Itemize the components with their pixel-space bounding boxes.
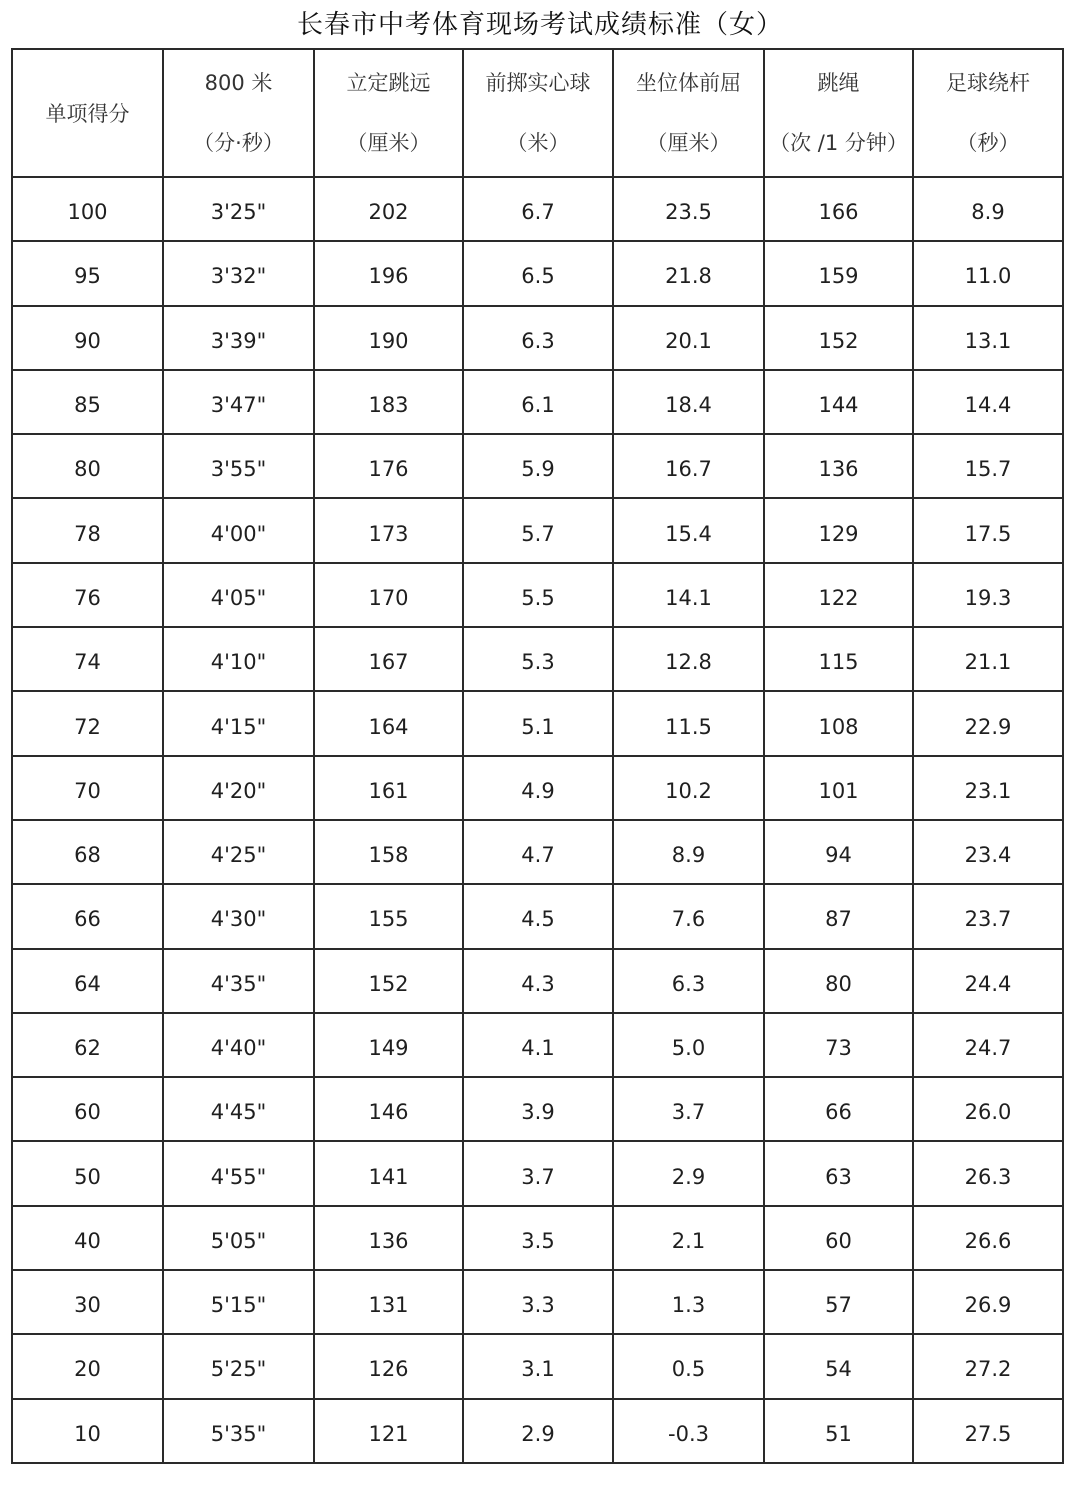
table-header-row — [12, 49, 1063, 177]
cell-sit-and-reach: 0.5 — [613, 1334, 764, 1398]
cell-rope-skipping: 115 — [764, 627, 913, 691]
cell-800m: 4'15" — [163, 691, 314, 755]
cell-football-dribble: 22.9 — [913, 691, 1063, 755]
header-sit-and-reach — [613, 49, 764, 177]
header-800m-name: 800 米 — [204, 71, 273, 95]
cell-medicine-ball: 6.1 — [463, 370, 613, 434]
table-row — [12, 1399, 1063, 1463]
page-title: 长春市中考体育现场考试成绩标准（女） — [296, 10, 783, 40]
cell-rope-skipping: 57 — [764, 1270, 913, 1334]
cell-800m: 4'05" — [163, 563, 314, 627]
cell-sit-and-reach: 12.8 — [613, 627, 764, 691]
cell-800m: 3'32" — [163, 241, 314, 305]
cell-rope-skipping: 80 — [764, 949, 913, 1013]
cell-score: 62 — [12, 1013, 163, 1077]
cell-sit-and-reach: 1.3 — [613, 1270, 764, 1334]
cell-sit-and-reach: 10.2 — [613, 756, 764, 820]
cell-standing-long-jump: 149 — [314, 1013, 463, 1077]
header-medicine-ball — [463, 49, 613, 177]
cell-standing-long-jump: 173 — [314, 498, 463, 562]
cell-standing-long-jump: 183 — [314, 370, 463, 434]
cell-800m: 3'47" — [163, 370, 314, 434]
cell-standing-long-jump: 131 — [314, 1270, 463, 1334]
cell-football-dribble: 23.4 — [913, 820, 1063, 884]
cell-sit-and-reach: 6.3 — [613, 949, 764, 1013]
cell-standing-long-jump: 152 — [314, 949, 463, 1013]
cell-football-dribble: 23.7 — [913, 884, 1063, 948]
cell-score: 90 — [12, 306, 163, 370]
cell-standing-long-jump: 126 — [314, 1334, 463, 1398]
cell-800m: 3'25" — [163, 177, 314, 241]
cell-sit-and-reach: 21.8 — [613, 241, 764, 305]
table-row — [12, 756, 1063, 820]
cell-standing-long-jump: 196 — [314, 241, 463, 305]
cell-score: 20 — [12, 1334, 163, 1398]
cell-score: 72 — [12, 691, 163, 755]
cell-football-dribble: 11.0 — [913, 241, 1063, 305]
cell-800m: 4'00" — [163, 498, 314, 562]
cell-sit-and-reach: 5.0 — [613, 1013, 764, 1077]
cell-rope-skipping: 122 — [764, 563, 913, 627]
cell-rope-skipping: 63 — [764, 1141, 913, 1205]
cell-score: 95 — [12, 241, 163, 305]
header-medicine-ball-name: 前掷实心球 — [485, 71, 591, 95]
cell-medicine-ball: 4.1 — [463, 1013, 613, 1077]
cell-score: 50 — [12, 1141, 163, 1205]
cell-score: 66 — [12, 884, 163, 948]
cell-sit-and-reach: 8.9 — [613, 820, 764, 884]
cell-standing-long-jump: 141 — [314, 1141, 463, 1205]
cell-rope-skipping: 94 — [764, 820, 913, 884]
cell-football-dribble: 27.2 — [913, 1334, 1063, 1398]
cell-medicine-ball: 5.1 — [463, 691, 613, 755]
table-body — [12, 177, 1063, 1463]
cell-standing-long-jump: 146 — [314, 1077, 463, 1141]
cell-football-dribble: 13.1 — [913, 306, 1063, 370]
cell-800m: 4'25" — [163, 820, 314, 884]
cell-medicine-ball: 3.3 — [463, 1270, 613, 1334]
cell-score: 100 — [12, 177, 163, 241]
cell-medicine-ball: 6.7 — [463, 177, 613, 241]
cell-rope-skipping: 159 — [764, 241, 913, 305]
cell-sit-and-reach: 23.5 — [613, 177, 764, 241]
cell-800m: 4'55" — [163, 1141, 314, 1205]
cell-800m: 3'55" — [163, 434, 314, 498]
cell-medicine-ball: 4.3 — [463, 949, 613, 1013]
cell-rope-skipping: 54 — [764, 1334, 913, 1398]
table-row — [12, 306, 1063, 370]
cell-800m: 5'25" — [163, 1334, 314, 1398]
cell-football-dribble: 26.0 — [913, 1077, 1063, 1141]
cell-football-dribble: 15.7 — [913, 434, 1063, 498]
cell-800m: 5'05" — [163, 1206, 314, 1270]
cell-rope-skipping: 108 — [764, 691, 913, 755]
cell-score: 80 — [12, 434, 163, 498]
cell-score: 30 — [12, 1270, 163, 1334]
cell-standing-long-jump: 167 — [314, 627, 463, 691]
cell-800m: 5'35" — [163, 1399, 314, 1463]
cell-sit-and-reach: 2.1 — [613, 1206, 764, 1270]
cell-800m: 4'30" — [163, 884, 314, 948]
cell-rope-skipping: 51 — [764, 1399, 913, 1463]
table-row — [12, 691, 1063, 755]
cell-score: 76 — [12, 563, 163, 627]
cell-medicine-ball: 3.9 — [463, 1077, 613, 1141]
header-rope-skipping-name: 跳绳 — [817, 71, 860, 95]
cell-medicine-ball: 5.7 — [463, 498, 613, 562]
score-standard-table — [11, 48, 1064, 1464]
cell-medicine-ball: 5.9 — [463, 434, 613, 498]
cell-rope-skipping: 166 — [764, 177, 913, 241]
cell-medicine-ball: 3.7 — [463, 1141, 613, 1205]
cell-medicine-ball: 5.3 — [463, 627, 613, 691]
cell-football-dribble: 8.9 — [913, 177, 1063, 241]
cell-medicine-ball: 3.1 — [463, 1334, 613, 1398]
table-row — [12, 884, 1063, 948]
cell-sit-and-reach: 20.1 — [613, 306, 764, 370]
cell-football-dribble: 19.3 — [913, 563, 1063, 627]
cell-800m: 3'39" — [163, 306, 314, 370]
header-standing-long-jump-unit: （厘米） — [346, 131, 431, 155]
cell-medicine-ball: 3.5 — [463, 1206, 613, 1270]
cell-score: 68 — [12, 820, 163, 884]
cell-standing-long-jump: 202 — [314, 177, 463, 241]
cell-medicine-ball: 5.5 — [463, 563, 613, 627]
cell-medicine-ball: 4.7 — [463, 820, 613, 884]
cell-football-dribble: 26.6 — [913, 1206, 1063, 1270]
cell-medicine-ball: 2.9 — [463, 1399, 613, 1463]
table-row — [12, 1206, 1063, 1270]
cell-standing-long-jump: 155 — [314, 884, 463, 948]
cell-rope-skipping: 152 — [764, 306, 913, 370]
cell-football-dribble: 26.3 — [913, 1141, 1063, 1205]
header-medicine-ball-unit: （米） — [506, 131, 570, 155]
cell-football-dribble: 14.4 — [913, 370, 1063, 434]
cell-800m: 4'35" — [163, 949, 314, 1013]
cell-standing-long-jump: 158 — [314, 820, 463, 884]
table-row — [12, 949, 1063, 1013]
table-row — [12, 241, 1063, 305]
cell-sit-and-reach: 18.4 — [613, 370, 764, 434]
table-row — [12, 434, 1063, 498]
header-800m — [163, 49, 314, 177]
table-row — [12, 820, 1063, 884]
cell-medicine-ball: 4.9 — [463, 756, 613, 820]
cell-800m: 4'10" — [163, 627, 314, 691]
cell-score: 60 — [12, 1077, 163, 1141]
cell-standing-long-jump: 164 — [314, 691, 463, 755]
table-row — [12, 563, 1063, 627]
table-row — [12, 1141, 1063, 1205]
cell-rope-skipping: 144 — [764, 370, 913, 434]
cell-football-dribble: 17.5 — [913, 498, 1063, 562]
header-football-dribble-unit: （秒） — [956, 131, 1020, 155]
cell-score: 64 — [12, 949, 163, 1013]
cell-football-dribble: 24.7 — [913, 1013, 1063, 1077]
cell-football-dribble: 24.4 — [913, 949, 1063, 1013]
table-row — [12, 627, 1063, 691]
table-row — [12, 1270, 1063, 1334]
cell-sit-and-reach: 3.7 — [613, 1077, 764, 1141]
cell-800m: 5'15" — [163, 1270, 314, 1334]
header-rope-skipping-unit: （次 /1 分钟） — [769, 131, 908, 155]
cell-rope-skipping: 136 — [764, 434, 913, 498]
table-row — [12, 1334, 1063, 1398]
cell-medicine-ball: 6.3 — [463, 306, 613, 370]
cell-rope-skipping: 60 — [764, 1206, 913, 1270]
table-row — [12, 370, 1063, 434]
cell-football-dribble: 21.1 — [913, 627, 1063, 691]
cell-score: 10 — [12, 1399, 163, 1463]
cell-sit-and-reach: 2.9 — [613, 1141, 764, 1205]
header-football-dribble-name: 足球绕杆 — [946, 71, 1030, 95]
cell-rope-skipping: 129 — [764, 498, 913, 562]
cell-sit-and-reach: 7.6 — [613, 884, 764, 948]
header-standing-long-jump-name: 立定跳远 — [346, 71, 431, 95]
header-rope-skipping — [764, 49, 913, 177]
cell-score: 78 — [12, 498, 163, 562]
table-row — [12, 498, 1063, 562]
cell-sit-and-reach: 16.7 — [613, 434, 764, 498]
table-row — [12, 177, 1063, 241]
cell-medicine-ball: 6.5 — [463, 241, 613, 305]
cell-standing-long-jump: 190 — [314, 306, 463, 370]
cell-score: 40 — [12, 1206, 163, 1270]
cell-sit-and-reach: -0.3 — [613, 1399, 764, 1463]
header-football-dribble — [913, 49, 1063, 177]
cell-football-dribble: 27.5 — [913, 1399, 1063, 1463]
cell-rope-skipping: 66 — [764, 1077, 913, 1141]
cell-rope-skipping: 101 — [764, 756, 913, 820]
cell-standing-long-jump: 121 — [314, 1399, 463, 1463]
cell-football-dribble: 26.9 — [913, 1270, 1063, 1334]
cell-score: 85 — [12, 370, 163, 434]
cell-800m: 4'20" — [163, 756, 314, 820]
cell-standing-long-jump: 170 — [314, 563, 463, 627]
cell-800m: 4'45" — [163, 1077, 314, 1141]
cell-standing-long-jump: 161 — [314, 756, 463, 820]
cell-sit-and-reach: 11.5 — [613, 691, 764, 755]
cell-standing-long-jump: 136 — [314, 1206, 463, 1270]
cell-score: 74 — [12, 627, 163, 691]
cell-rope-skipping: 87 — [764, 884, 913, 948]
header-standing-long-jump — [314, 49, 463, 177]
cell-medicine-ball: 4.5 — [463, 884, 613, 948]
header-score: 单项得分 — [12, 49, 163, 177]
cell-sit-and-reach: 15.4 — [613, 498, 764, 562]
cell-standing-long-jump: 176 — [314, 434, 463, 498]
header-sit-and-reach-name: 坐位体前屈 — [636, 71, 741, 95]
header-sit-and-reach-unit: （厘米） — [646, 131, 731, 155]
cell-800m: 4'40" — [163, 1013, 314, 1077]
cell-sit-and-reach: 14.1 — [613, 563, 764, 627]
table-row — [12, 1077, 1063, 1141]
cell-score: 70 — [12, 756, 163, 820]
cell-football-dribble: 23.1 — [913, 756, 1063, 820]
cell-rope-skipping: 73 — [764, 1013, 913, 1077]
table-row — [12, 1013, 1063, 1077]
header-800m-unit: （分·秒） — [193, 131, 284, 155]
